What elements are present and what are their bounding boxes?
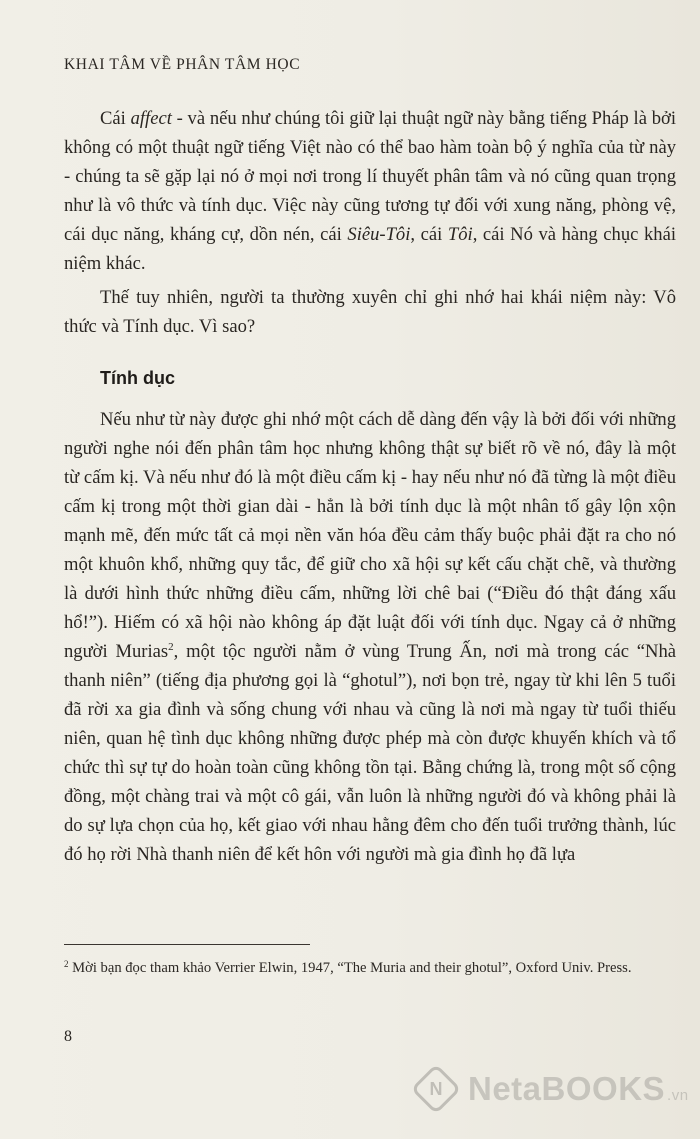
running-head: KHAI TÂM VỀ PHÂN TÂM HỌC [64,56,301,73]
footnote [64,957,676,979]
paragraph-question: Thế tuy nhiên, người ta thường xuyên chỉ ghi nhớ hai khái niệm này: Vô thức và Tính dục. Vì sao? [64,287,676,337]
footnote-text: Mời bạn đọc tham khảo Verrier Elwin, 1947, “The Muria and their ghotul”, Oxford Univ. Press. [68,960,632,976]
text-run: , một tộc người nằm ở vùng Trung Ấn, nơi mà trong các “Nhà thanh niên” (tiếng địa phương gọi là “ghotul”), nơi bọn trẻ, ngay từ khi lên 5 tuổi đã rời xa gia đình và sống chung với nhau và cũng là nơi mà ngay từ tuổi thiếu niên, quan hệ tình dục không những được phép mà còn được khuyến khích và tổ chức thì sự tự do hoàn toàn cũng không tồn tại. Bằng chứng là, trong một số cộng đồng, một chàng trai và một cô gái, vẫn luôn là những người đó và không phải là do sự lựa chọn của họ, kết giao với nhau hằng đêm cho đến tuổi trưởng thành, lúc đó họ rời Nhà thanh niên để kết hôn với người mà gia đình họ đã lựa [64,641,676,865]
paragraph-affect [64,104,676,278]
netabooks-logo-icon [411,1064,462,1115]
brand-suffix: .vn [667,1087,689,1104]
page-number: 8 [64,1028,72,1045]
text-run: Nếu như từ này được ghi nhớ một cách dễ dàng đến vậy là bởi đối với những người nghe nói đến phân tâm học nhưng không thật sự biết rõ về nó, đây là một từ cấm kị. Và nếu như đó là một điều cấm kị - hay nếu như nó đã từng là một điều cấm kị trong một thời gian dài - hẳn là bởi tính dục là một nhân tố gây lộn xộn mạnh mẽ, đến mức tất cả mọi nền văn hóa đều cảm thấy buộc phải đặt ra cho nó một khuôn khổ, những quy tắc, để giữ cho xã hội sự kết cấu chặt chẽ, và thường là dưới hình thức những điều cấm, những lời chê bai (“Điều đó thật đáng xấu hổ!”). Hiếm có xã hội nào không áp đặt luật đối với tính dục. Ngay cả ở những người Murias [64,409,676,662]
italic-term-affect: affect [130,108,172,129]
watermark [418,1070,689,1108]
italic-term-toi: Tôi [447,224,473,245]
italic-term-sieu-toi: Siêu-Tôi [347,224,411,245]
footnote-divider [64,944,310,945]
section-heading: Tính dục [100,368,175,388]
footnote-reference: 2 [168,641,174,653]
text-run: , cái [410,224,448,245]
paragraph-sexuality [64,405,676,869]
text-run: Cái [100,108,131,129]
text-run: - và nếu như chúng tôi giữ lại thuật ngữ này bằng tiếng Pháp là bởi không có một thuật ngữ tiếng Việt nào có thể bao hàm toàn bộ ý nghĩa của từ này - chúng ta sẽ gặp lại nó ở mọi nơi trong lí thuyết phân tâm và nó cũng quan trọng như là vô thức và tính dục. Việc này cũng tương tự đối với xung năng, phòng vệ, cái dục năng, kháng cự, dồn nén, cái [64,108,676,245]
body-text [64,104,676,869]
brand-name: NetaBOOKS [468,1070,666,1107]
footnote-marker: 2 [64,959,69,969]
text-run: , cái Nó và hàng chục khái niệm khác. [64,224,676,274]
logo-letter: N [429,1078,443,1099]
watermark-brand [468,1070,689,1108]
